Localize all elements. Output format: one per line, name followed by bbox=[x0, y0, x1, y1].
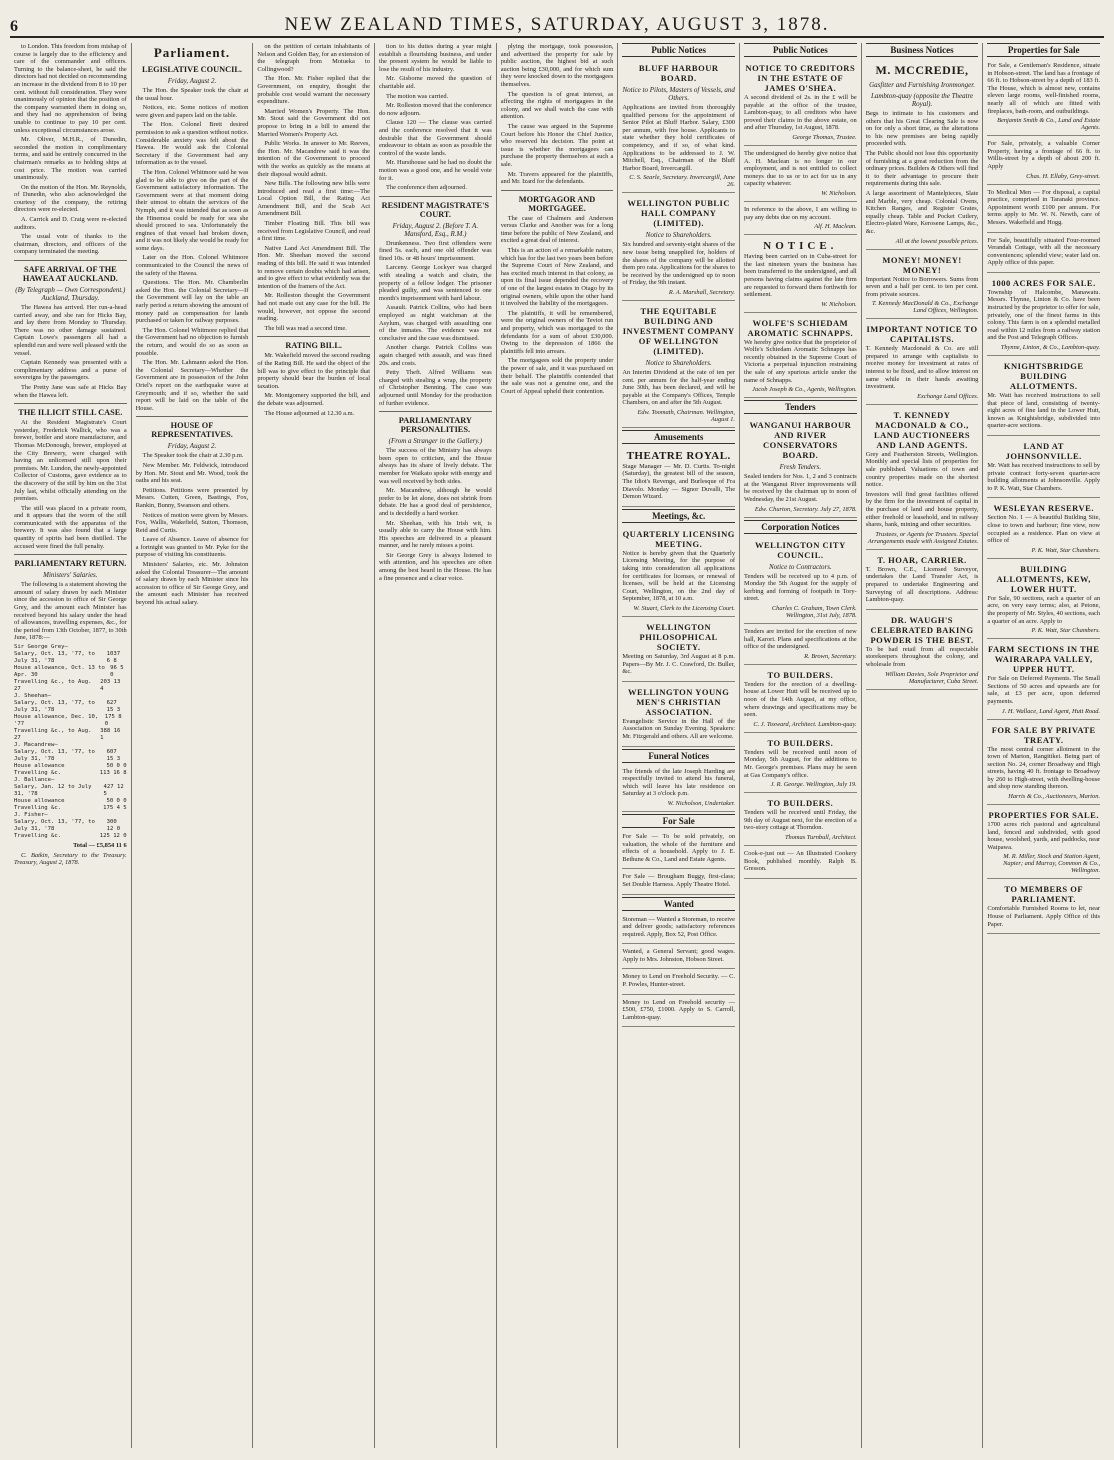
article-para: The case of Chalmers and Anderson versus Clarke and Another was for a long time before the public of New Zealand, and excited a great deal of interest. bbox=[500, 214, 614, 245]
advertisement bbox=[987, 235, 1100, 273]
headline-mortgagor: MORTGAGOR AND MORTGAGEE. bbox=[518, 194, 596, 213]
salary-row: Travelling &c., to Aug. 27 203 13 4 bbox=[14, 679, 121, 692]
ad-body: The Public should not lose this opportunity of furnishing at a great reduction from the ordinary prices. Builders & Others will find it to their advantage to procure their requirements during this sale. bbox=[865, 149, 979, 188]
ad-body: T. Kennedy Macdonald & Co. are still prepared to arrange with capitalists to receive money for investment at rates of interest to be fixed, and to allow interest on same while in their hands awaiting investment. bbox=[865, 345, 979, 391]
article-para: Ministers' Salaries, etc. Mr. Johnston asked the Colonial Treasurer—The amount of salary drawn by each Minister since his accession to office of Sir George Grey, and the amount each Minister has received beyond his actual salary. bbox=[135, 561, 249, 607]
subhead-salaries: Ministers' Salaries. bbox=[43, 571, 98, 580]
ad-signature: M. R. Miller, Stock and Station Agent, Napier; and Murray, Common & Co., Wellington. bbox=[1003, 853, 1101, 875]
ad-signature: W. Stuart, Clerk to the Licensing Court. bbox=[633, 605, 736, 612]
ad-signature: Jacob Joseph & Co., Agents, Wellington. bbox=[752, 386, 857, 394]
article-para: Public Works. In answer to Mr. Reeves, the Hon. Mr. Macandrew said it was the intention of the Government to proceed with the works as quickly as the means at their disposal would admit. bbox=[257, 140, 371, 178]
subhead-lc-date: Friday, August 2. bbox=[167, 77, 217, 85]
article-para: Mr. Macandrew, although he would prefer to be let alone, does not shrink from debate. He has a good deal of persistence, and is decidedly a hard worker. bbox=[379, 487, 492, 517]
article-para: Petitions. Petitions were presented by Messrs. Cutten, Green, Bastings, Fox, Rankin, Bunny, Swanson and others. bbox=[135, 486, 249, 509]
ad-body: To be had retail from all respectable storekeepers throughout the colony, and wholesale from bbox=[865, 645, 979, 668]
column-8-ads bbox=[862, 43, 984, 1448]
ad-body: Tenders will be received until noon of Monday, 5th August, for the additions to Mr. George's premises. Plans may be seen at Gas Company's office. bbox=[744, 748, 857, 779]
advertisement bbox=[622, 914, 735, 945]
salary-row: J. Sheehan— bbox=[14, 693, 52, 699]
section-header: Properties for Sale bbox=[987, 43, 1100, 57]
headline-hawea: SAFE ARRIVAL OF THE HAWEA AT AUCKLAND. bbox=[22, 265, 118, 284]
ad-title: BLUFF HARBOUR BOARD. bbox=[638, 63, 719, 83]
ad-subtitle: Fresh Tenders. bbox=[779, 463, 822, 472]
headline-house-of-representatives: HOUSE OF REPRESENTATIVES. bbox=[151, 421, 233, 440]
article-para: The Hon. Mr. Lahmann asked the Hon. the Colonial Secretary—Whether the Government are in possession of the John Oriel's report on the earthquake wave at Greymouth; and if so, whether the said report will be laid on the table of the House. bbox=[135, 359, 249, 412]
ad-title: TO BUILDERS. bbox=[767, 798, 834, 809]
article-para: The success of the Ministry has always been open to criticism, and the House always has its share of lively debate. The member for Waikato spoke with energy and was well received by both sides. bbox=[379, 447, 492, 485]
salary-row: J. Ballance— bbox=[14, 777, 55, 783]
article-para: Sir George Grey is always listened to with attention, and his speeches are often among the best heard in the House. He has a fine presence and a clear voice. bbox=[379, 551, 492, 582]
article-para: The Hawea has arrived. Her run-a-head carried away, and she ran for Hicks Bay, and lay there from Monday to Thursday. There was no other damage sustained. Captain Lowe's passengers all had a splendid run and were well pleased with the vessel. bbox=[14, 304, 127, 357]
ad-signature: T. Kennedy MacDonald & Co., Exchange Land Offices, Wellington. bbox=[872, 300, 979, 315]
article-para: Drunkenness. Two first offenders were fined 5s. each, and one old offender was fined 10s. or 48 hours' imprisonment. bbox=[379, 239, 492, 262]
article-para: Notices, etc. Some notices of motion were given and papers laid on the table. bbox=[135, 104, 249, 119]
ad-signature: Thynne, Linton, & Co., Lambton-quay. bbox=[1000, 344, 1101, 352]
section-header: Wanted bbox=[622, 897, 735, 911]
ad-subtitle: Gasfitter and Furnishing Ironmonger. bbox=[869, 81, 975, 89]
ad-signature: W. Nicholson, Undertaker. bbox=[667, 799, 736, 807]
ad-title: WELLINGTON CITY COUNCIL. bbox=[755, 539, 846, 560]
article-para: Married Women's Property. The Hon. Mr. Stout said the Government did not propose to bring in a bill to amend the Married Women's Property Act. bbox=[257, 107, 371, 138]
ad-body: Notice is hereby given that the Quarterly Licensing Meeting, for the purpose of taking into consideration all applications for certificates for licenses, or renewal of licenses, will be held at the Licensing Court, Wellington, on the 2nd day of September, 1878, at 10 a.m. bbox=[622, 549, 736, 603]
article-para: Native Land Act Amendment Bill. The Hon. Mr. Sheehan moved the second reading of this bill. He said it was intended to remove certain doubts which had arisen, and to give effect to what evidently was the intention of the framers of the Act. bbox=[257, 244, 371, 290]
ad-signature: W. Nicholson. bbox=[821, 189, 857, 197]
ad-subtitle: Notice to Shareholders. bbox=[645, 231, 712, 240]
section-header: Amusements bbox=[622, 430, 735, 444]
article-para: The Speaker took the chair at 2.30 p.m. bbox=[142, 452, 244, 460]
advertisement bbox=[744, 848, 857, 879]
article-para: At the Resident Magistrate's Court yesterday, Frederick Wallick, who was a brewer, bottler and store manufacturer, and Thomas McDonough, brewer, employed at the City Brewery, were charged with having an unlicensed still upon their premises. Mr. Lundon, the newly-appointed Collector of Customs, gave evidence as to the discovery of the still by him on the 31st July last, whilst officially attending on the premises. bbox=[14, 419, 127, 503]
ad-title: FARM SECTIONS IN THE WAIRARAPA VALLEY, UPPER HUTT. bbox=[987, 644, 1100, 675]
ad-body: Applications are invited from thoroughly qualified persons for the appointment of Senior Pilot at Bluff Harbor. Salary, £300 per annum, with free house. Applicants to state whether they hold certificates of competency, and if so, of what kind. Applications to be addressed to J. W. Mitchell, Esq., Chairman of the Bluff Harbor Board, Invercargill. bbox=[622, 104, 736, 172]
ad-signature: Exchange Land Offices. bbox=[917, 392, 979, 400]
ad-title: THEATRE ROYAL. bbox=[626, 449, 731, 462]
ad-body: For Sale on Deferred Payments. The Small Sections of 50 acres and upwards are for sale, at £3 per acre, upon deferred payments. bbox=[987, 675, 1101, 705]
ad-title: TO MEMBERS OF PARLIAMENT. bbox=[1004, 884, 1084, 905]
article-para: Mr. Gisborne moved the question of charitable aid. bbox=[379, 75, 492, 90]
salary-row: J. Macandrew— bbox=[14, 742, 58, 748]
article-para: The House adjourned at 12.30 a.m. bbox=[264, 409, 355, 417]
ad-address: Lambton-quay (opposite the Theatre Royal). bbox=[870, 92, 974, 108]
article-para: Petty Theft. Alfred Williams was charged with stealing a wrap, the property of Christopher Benning. The case was adjourned until Monday for the production of further evidence. bbox=[379, 369, 492, 407]
salary-table bbox=[14, 644, 127, 840]
ad-signature: P. K. Watt, Star Chambers. bbox=[1031, 627, 1101, 635]
ad-title: NOTICE. bbox=[763, 240, 838, 253]
ad-body: Mr. Watt has received instructions to sell by private contract forty-seven quarter-acre building allotments at Johnsonville. Apply to P. K. Watt, Star Chambers. bbox=[987, 462, 1101, 492]
advertisement bbox=[744, 60, 857, 146]
column-7-ads bbox=[740, 43, 862, 1448]
advertisement bbox=[987, 358, 1100, 436]
ad-title: FOR SALE BY PRIVATE TREATY. bbox=[991, 724, 1096, 745]
article-para: The question is of great interest, as affecting the rights of mortgagees in the colony, and we shall watch the case with attention. bbox=[500, 90, 614, 121]
salary-row: Salary, Oct. 13, '77, to July 31, '78 607 15 3 bbox=[14, 749, 121, 762]
salary-row: Sir George Grey— bbox=[14, 644, 68, 650]
masthead bbox=[10, 8, 1104, 38]
ad-body: For Sale, a Gentleman's Residence, situate in Hobson-street. The land has a frontage of 66 ft. to Hobson-street by a depth of 183 ft. The House, which is almost new, contains eleven large rooms, well-finished rooms, nearly all of which are fitted with fireplaces, bath-room, and outbuildings. bbox=[987, 62, 1101, 115]
section-header: Corporation Notices bbox=[744, 520, 857, 534]
page-number: 6 bbox=[10, 18, 18, 35]
advertisement bbox=[744, 204, 857, 235]
article-para: Captain Kennedy was presented with a complimentary address and a purse of sovereigns by the passengers. bbox=[14, 359, 127, 382]
ad-body: Tenders will be received up to 4 p.m. of Monday the 5th August for the supply of kerbing and forming of footpath in Tory-street. bbox=[744, 572, 857, 603]
ad-signature: R. A. Marshall, Secretary. bbox=[668, 288, 736, 296]
advertisement bbox=[622, 971, 735, 994]
ad-body: Investors will find great facilities offered by the firm for the investment of capital in the purchase of land and house property, either freehold or leasehold, and in railway shares, bank, mining and other securities. bbox=[865, 490, 979, 529]
advertisement bbox=[744, 667, 857, 733]
headline-parliamentary-personalities: PARLIAMENTARY PERSONALITIES. bbox=[398, 416, 472, 435]
advertisement bbox=[987, 881, 1100, 934]
article-para: tion to his duties during a year might establish a flourishing business, and under the present system he would be liable to lose the result of his industry. bbox=[379, 43, 492, 73]
salary-row: Salary, Oct. 13, '77, to July 31, '78 627 15 3 bbox=[14, 700, 121, 713]
article-para: The cause was argued in the Supreme Court before his Honor the Chief Justice, who reserved his decision. The point at issue is whether the mortgagees can purchase the property themselves at such a sale. bbox=[500, 122, 614, 168]
advertisement bbox=[744, 237, 857, 313]
article-para: plying the mortgage, took possession, and advertised the property for sale by public auction, the highest bid at such auction being £30,000, and for which sum they were knocked down to the mortgagees themselves. bbox=[500, 43, 614, 88]
article-para: The Hon. Colonel Brett desired permission to ask a question without notice. Considerable anxiety was felt about the Hawea. He would ask the Colonial Secretary if the Government had any information as to the vessel. bbox=[135, 121, 249, 167]
ad-body: Grey and Featherston Streets, Wellington. Monthly and special lists of properties for sale published. Valuations of town and country properties made on the shortest notice. bbox=[865, 450, 979, 489]
article-para: New Bills. The following new bills were introduced and read a first time:—The Local Option Bill, the Rating Act Amendment Bill, and the Scab Act Amendment Bill. bbox=[257, 180, 371, 218]
article-para: The motion was carried. bbox=[386, 92, 449, 100]
article-para: Leave of Absence. Leave of absence for a fortnight was granted to Mr. Pyke for the purpose of visiting his constituents. bbox=[135, 536, 249, 559]
salary-row: Salary, Oct. 13, '77, to July 31, '78 300 12 0 bbox=[14, 819, 121, 832]
columns bbox=[10, 43, 1104, 1448]
article-para: The following is a statement showing the amount of salary drawn by each Minister since the accession to office of Sir George Grey, and the amount each Minister has received beyond his salary under the head of allowances, travelling expenses, &c., for the period from 13th October, 1877, to 30th June, 1878:— bbox=[14, 581, 127, 642]
ad-body: Sealed tenders for Nos. 1, 2 and 3 contracts at the Wanganui River improvements will be received by the chairman up to noon of Wednesday, the 21st August. bbox=[744, 473, 857, 504]
ad-signature: Alf. H. Maclean. bbox=[814, 223, 857, 231]
ad-body: The undersigned do hereby give notice that A. H. Maclean is no longer in our employment, and is not entitled to collect moneys due to us or to act for us in any capacity whatever. bbox=[744, 149, 857, 188]
article-para: Mr. Oliver, M.H.R., of Dunedin, seconded the motion in complimentary terms, and said he entirely concurred in the chairman's remarks as to holding ships at cost price. The motion was carried unanimously. bbox=[14, 136, 127, 182]
headline-rating-bill: RATING BILL. bbox=[285, 341, 342, 351]
advertisement bbox=[866, 612, 979, 690]
ad-signature: Thomas Turnbull, Architect. bbox=[784, 833, 857, 841]
article-para: Mr. Sheehan, with his Irish wit, is usually able to carry the House with him. His speeches are delivered in a pleasant manner, and he rarely misses a point. bbox=[379, 519, 492, 550]
article-para: A. Carrick and D. Craig were re-elected auditors. bbox=[14, 216, 127, 231]
advertisement bbox=[987, 275, 1100, 356]
headline-legislative-council: LEGISLATIVE COUNCIL. bbox=[142, 65, 242, 74]
ad-signature: Edw. Toomath, Chairman. Wellington, August 1. bbox=[637, 408, 736, 423]
advertisement bbox=[622, 871, 735, 894]
advertisement bbox=[622, 447, 735, 507]
subhead-rm-date: Friday, August 2. (Before T. A. Mansford, Esq., R.M.) bbox=[392, 221, 479, 238]
ad-signature: P. K. Watt, Star Chambers. bbox=[1031, 546, 1101, 554]
ad-body: Having been carried on in Cuba-street for the last nineteen years the business has been transferred to the undersigned, and all persons having claims against the late firm are requested to forward them forthwith for settlement. bbox=[744, 253, 857, 299]
ad-title: 1000 ACRES FOR SALE. bbox=[991, 277, 1096, 288]
headline-illicit-still: THE ILLICIT STILL CASE. bbox=[18, 408, 123, 418]
article-para: Questions. The Hon. Mr. Chamberlin asked the Hon. the Colonial Secretary—If the Government will lay on the table an early period a return showing the amount of money paid as compensation for lands purchased or taken for railway purposes. bbox=[135, 279, 249, 325]
ad-body: Section No. 1 — A beautiful Building Site, close to town and harbour; fine view, now occupied as a residence. Plan on view at office of bbox=[987, 514, 1101, 545]
advertisement bbox=[622, 766, 735, 812]
ad-body: We hereby give notice that the proprietor of Wolfe's Schiedam Aromatic Schnapps has recently obtained in the Supreme Court of Victoria a perpetual injunction restraining the sale of any spurious article under the name of Schnapps. bbox=[744, 338, 857, 384]
advertisement bbox=[744, 537, 857, 624]
ad-title: THE EQUITABLE BUILDING AND INVESTMENT COMPANY OF WELLINGTON (LIMITED). bbox=[622, 305, 735, 356]
section-header: For Sale bbox=[622, 814, 735, 828]
ad-signature: Harris & Co., Auctioneers, Marton. bbox=[1008, 793, 1101, 801]
article-para: The usual vote of thanks to the chairman, directors, and officers of the company terminated the meeting. bbox=[14, 233, 127, 256]
ad-body: Evangelistic Service in the Hall of the Association on Sunday Evening. Speakers: Mr. Fitzgerald and others. All are welcome. bbox=[622, 717, 736, 740]
article-para: Mr. Rolleston thought the Government had not made out any case for the bill. He would, however, not oppose the second reading. bbox=[257, 292, 371, 323]
article-para: Assault. Patrick Collins, who had been employed as night watchman at the Asylum, was charged with assaulting one of the inmates. The evidence was not conclusive and the case was dismissed. bbox=[379, 304, 492, 342]
ad-body: Meeting on Saturday, 3rd August at 8 p.m. Papers—By Mr. J. C. Crawford, Dr. Buller, &c. bbox=[622, 653, 736, 676]
advertisement bbox=[622, 619, 735, 682]
article-para: The Hon. Colonel Whitmore replied that the Government had no objection to furnish the return, and would do so as soon as possible. bbox=[135, 326, 249, 357]
column-1 bbox=[10, 43, 132, 1448]
advertisement bbox=[744, 148, 857, 202]
salary-row: Travelling &c. 113 16 8 bbox=[14, 770, 127, 776]
ad-title: WOLFE'S SCHIEDAM AROMATIC SCHNAPPS. bbox=[747, 317, 854, 338]
ad-title: WANGANUI HARBOUR AND RIVER CONSERVATORS BOARD. bbox=[749, 420, 852, 461]
subhead-hawea: (By Telegraph — Own Correspondent.) Auckland, Thursday. bbox=[15, 286, 126, 303]
salary-row: Salary, Jan. 12 to July 31, '78 427 12 5 bbox=[14, 784, 124, 797]
column-6-ads bbox=[618, 43, 740, 1448]
section-header: Tenders bbox=[744, 400, 857, 414]
ad-body: The friends of the late Joseph Harding are respectfully invited to attend his funeral, which will leave his late residence on Saturday at 3 o'clock p.m. bbox=[622, 767, 736, 798]
section-header: Meetings, &c. bbox=[622, 509, 735, 523]
ad-body: For Sale — To be sold privately, on valuation, the whole of the furniture and effects of a household. Apply to J. E. Bethune & Co., Land and Estate Agents. bbox=[622, 832, 736, 863]
ad-body: Township of Halcombe, Manawatu. Messrs. Thynne, Linton & Co. have been instructed by the proprietor to offer for sale, privately, one of the finest farms in this colony. This farm is on a splendid metalled road within 12 miles from a railway station and the Post and Telegraph Offices. bbox=[987, 288, 1101, 342]
ad-title: T. HOAR, CARRIER. bbox=[877, 554, 967, 565]
ad-body: The most central corner allotment in the town of Marton, Rangitikei. Being part of section No. 24, corner Broadway and High streets, having 40 ft. frontage to Broadway by 260 to High-street, with dwelling-house and shop now standing thereon. bbox=[987, 745, 1101, 791]
article-para: The still was placed in a private room, and it appears that the worm of the still communicated with the apparatus of the brewery. It was also found that a large quantity of spirits had been distilled. The accused were fined the full penalty. bbox=[14, 504, 127, 550]
ad-signature: Benjamin Smith & Co., Land and Estate Agents. bbox=[997, 117, 1101, 132]
ad-signature: All at the lowest possible prices. bbox=[895, 237, 979, 245]
salary-row: Travelling &c., to Aug. 27 388 16 1 bbox=[14, 728, 121, 741]
subhead-pp: (From a Stranger in the Gallery.) bbox=[388, 437, 483, 446]
ad-title: BUILDING ALLOTMENTS, KEW, LOWER HUTT. bbox=[996, 563, 1091, 594]
subhead-hr-date: Friday, August 2. bbox=[167, 442, 217, 451]
headline-parliament: Parliament. bbox=[153, 45, 231, 60]
ad-subtitle: Notice to Contractors. bbox=[768, 562, 832, 571]
ad-body: Tenders are invited for the erection of new hall, Karori. Plans and specifications at the office of the undersigned. bbox=[744, 628, 857, 651]
ad-title: WELLINGTON PHILOSOPHICAL SOCIETY. bbox=[639, 622, 718, 652]
ad-body: To Medical Men — For disposal, a capital practice, comprised in Taranaki province. Appointment worth £100 per annum. For terms apply to Mr. W. N. Newth, care of Messrs. Wakefield and Hogg. bbox=[987, 188, 1101, 226]
ad-title: WELLINGTON YOUNG MEN'S CHRISTIAN ASSOCIATION. bbox=[628, 686, 730, 717]
advertisement bbox=[622, 946, 735, 969]
article-para: Clause 120 — The clause was carried and the conference resolved that it was desirable that the Government should endeavour to obtain as soon as possible the control of the waste lands. bbox=[379, 119, 492, 157]
article-para: The bill was read a second time. bbox=[264, 324, 347, 332]
advertisement bbox=[987, 138, 1100, 184]
headline-parliamentary-return: PARLIAMENTARY RETURN. bbox=[14, 559, 127, 569]
headline-rm-court: RESIDENT MAGISTRATE'S COURT. bbox=[381, 200, 490, 219]
ad-body: In reference to the above, I am willing to pay any debts due on my account. bbox=[744, 205, 857, 221]
article-para: Mr. Hursthouse said he had no doubt the motion was a good one, and he would vote for it. bbox=[379, 159, 492, 182]
salary-row: Travelling &c. 125 12 0 bbox=[14, 833, 127, 839]
ad-signature: William Davies, Sole Proprietor and Manufacturer, Cuba Street. bbox=[885, 670, 979, 685]
advertisement bbox=[866, 252, 979, 320]
article-para: This is an action of a remarkable nature, which has for the last two years been before the Supreme Court of New Zealand, and has excited much interest in that colony, as upon its final issue depended the recovery of one of the largest estates in Otago by its original owners, while upon the other hand it involved the liability of the mortgagees. bbox=[500, 247, 614, 308]
ad-signature: R. Brown, Secretary. bbox=[804, 652, 857, 660]
article-para: Notices of motion were given by Messrs. Fox, Wallis, Wakefield, Sutton, Thomson, Reid and Curtis. bbox=[135, 511, 249, 534]
ad-body: Cook-e-just out — An Illustrated Cookery Book, published monthly. Ralph B. Gresson. bbox=[744, 849, 857, 873]
advertisement bbox=[744, 626, 857, 665]
salary-row: J. Fisher— bbox=[14, 812, 48, 818]
column-2 bbox=[132, 43, 254, 1448]
ad-body: Storeman — Wanted a Storeman, to receive and deliver goods; satisfactory references required. Apply, Box 52, Post Office. bbox=[622, 915, 736, 938]
article-para: Later on the Hon. Colonel Whitmore communicated to the Council the news of the safety of the Hawea. bbox=[135, 254, 249, 277]
advertisement bbox=[987, 722, 1100, 806]
ad-title: T. KENNEDY MACDONALD & CO., LAND AUCTIONEERS AND LAND AGENTS. bbox=[873, 409, 971, 450]
ad-title: PROPERTIES FOR SALE. bbox=[988, 810, 1099, 821]
ad-body: Important Notice to Borrowers. Sums from seven and a half per cent. to ten per cent. from private sources. bbox=[865, 275, 979, 298]
ad-signature: W. Nicholson. bbox=[821, 300, 857, 308]
ad-body: Wanted, a General Servant; good wages. Apply to Mrs. Johnston, Hobson Street. bbox=[622, 948, 736, 963]
advertisement bbox=[987, 187, 1100, 233]
ad-title: IMPORTANT NOTICE TO CAPITALISTS. bbox=[866, 324, 978, 345]
ad-title: TO BUILDERS. bbox=[767, 737, 834, 748]
article-para: Mr. Montgomery supported the bill, and the debate was adjourned. bbox=[257, 392, 371, 407]
ad-body: Mr. Watt has received instructions to sell that piece of land, consisting of twenty-eight acres of fine land in the Lower Hutt, known as Knightsbridge, subdivided into quarter-acre sections. bbox=[987, 392, 1101, 430]
advertisement bbox=[866, 407, 979, 550]
ad-body: An Interim Dividend at the rate of ten per cent. per annum for the half-year ending June 30th, has been declared, and will be payable at the Company's Offices, Temple Chambers, on and after the 5th August. bbox=[622, 368, 736, 407]
ad-signature: C. J. Toxward, Architect. Lambton-quay. bbox=[753, 720, 857, 728]
article-para: The mortgagees sold the property under the power of sale, and it was purchased on their behalf. The plaintiffs contended that the sale was not a genuine one, and the Court of Appeal upheld their contention. bbox=[500, 357, 614, 395]
ad-body: For Sale, beautifully situated Four-roomed Verandah Cottage, with all the necessary conveniences; splendid view; water laid on. Apply office of this paper. bbox=[987, 236, 1101, 267]
salary-total: Total — £5,854 11 6 bbox=[73, 842, 127, 849]
ad-body: A second dividend of 2s. in the £ will be payable at the office of the trustee, Lambton-quay, to all creditors who have proved their claims in the above estate, on and after Thursday, 1st August, 1878. bbox=[744, 94, 857, 132]
newspaper-title: NEW ZEALAND TIMES, SATURDAY, AUGUST 3, 1878. bbox=[284, 14, 830, 35]
advertisement bbox=[622, 831, 735, 869]
salary-row: House allowance, Oct. 13 to Apr. 30 96 5 0 bbox=[14, 665, 124, 678]
ad-signature: Chas. H. Ellaby, Grey-street. bbox=[1026, 172, 1101, 180]
column-9-ads bbox=[983, 43, 1104, 1448]
article-para: Mr. Wakefield moved the second reading of the Rating Bill. He said the object of the bill was to give effect to the principle that property should bear the burden of local taxation. bbox=[257, 352, 371, 390]
ad-signature: C. S. Searle, Secretary. Invercargill, June 26. bbox=[629, 174, 736, 189]
ad-title: LAND AT JOHNSONVILLE. bbox=[1005, 441, 1082, 461]
advertisement bbox=[744, 735, 857, 793]
ad-title: M. MCCREDIE, bbox=[875, 63, 969, 77]
article-para: The Pretty Jane was safe at Hicks Bay when the Hawea left. bbox=[14, 383, 127, 399]
advertisement bbox=[622, 60, 735, 193]
advertisement bbox=[987, 60, 1100, 136]
salary-row: House allowance 50 0 0 bbox=[14, 798, 127, 804]
section-header: Funeral Notices bbox=[622, 749, 735, 763]
ad-body: Tenders will be received until Friday, the 9th day of August next, for the erection of a two-story cottage at Thorndon. bbox=[744, 809, 857, 832]
advertisement bbox=[987, 807, 1100, 879]
advertisement bbox=[744, 795, 857, 846]
column-5 bbox=[497, 43, 619, 1448]
ad-signature: Charles C. Graham, Town Clerk. Wellington, 31st July, 1878. bbox=[771, 605, 857, 619]
ad-body: Money to Lend on Freehold security — £500, £750, £1000. Apply to S. Carroll, Lambton-quay. bbox=[622, 998, 736, 1021]
ad-title: WESLEYAN RESERVE. bbox=[993, 503, 1094, 514]
section-header: Business Notices bbox=[866, 43, 979, 57]
ad-title: DR. WAUGH'S CELEBRATED BAKING POWDER IS THE BEST. bbox=[870, 614, 974, 645]
advertisement bbox=[622, 303, 735, 428]
ad-subtitle: Notice to Pilots, Masters of Vessels, and Others. bbox=[622, 86, 735, 102]
article-para: Timber Floating Bill. This bill was received from Legislative Council, and read a first time. bbox=[257, 220, 371, 243]
advertisement bbox=[622, 195, 735, 301]
ad-body: Tenders for the erection of a dwelling-house at Lower Hutt will be received up to noon of the 14th August, at my office, where drawings and specifications may be seen. bbox=[744, 680, 857, 719]
ad-title: QUARTERLY LICENSING MEETING. bbox=[622, 528, 735, 549]
advertisement bbox=[866, 552, 979, 610]
ad-signature: Trustees, or Agents for Trustees. Special Arrangements made with Assigned Estates. bbox=[867, 530, 979, 545]
salary-row: House allowance, Dec. 10, '77 175 8 0 bbox=[14, 714, 122, 727]
ad-body: Comfortable Furnished Rooms to let, near House of Parliament. Apply Office of this Paper. bbox=[987, 905, 1101, 928]
ad-body: T. Brown, C.E., Licensed Surveyor, undertakes the Land Transfer Act, is prepared to undertake Engineering and Surveying of all descriptions. Address: Lambton-quay. bbox=[865, 565, 979, 604]
article-para: to London. This freedom from mishap of course is largely due to the efficiency and care of the commander and officers. Turning to the balance-sheet, he said the directors had not decided on recommending an increase in the dividend from 8 to 10 per cent. without full consideration. They were unanimously of opinion that the position of the company warranted them in doing so, and they had no apprehension of being unable to continue to pay 10 per cent. unless exceptional circumstances arose. bbox=[14, 43, 127, 134]
article-para: The Hon. the Speaker took the chair at the usual hour. bbox=[135, 87, 249, 102]
ad-body: For Sale, privately, a valuable Corner Property, having a frontage of 66 ft. to Willis-street by a depth of about 200 ft. Apply bbox=[987, 140, 1101, 170]
article-para: on the petition of certain inhabitants of Nelson and Golden Bay, for an extension of the telegraph from Motueka to Collingwood? bbox=[257, 43, 371, 73]
ad-signature: J. R. George. Wellington, July 19. bbox=[770, 781, 857, 789]
article-para: Mr. Rolleston moved that the conference do now adjourn. bbox=[379, 102, 492, 117]
ad-body: Stage Manager — Mr. D. Curtis. To-night (Saturday), the greatest bill of the season, The Idiot's Revenge, and Burlesque of Fra Diavolo. Monday — Signor Duvalli, The Demon Wizard. bbox=[622, 462, 736, 501]
section-header: Public Notices bbox=[744, 43, 857, 57]
article-para: The Hon. Colonel Whitmore said he was glad to be able to give on the part of the Government satisfactory information. The Government were at that moment doing their utmost to obtain the services of the Nymph, and it was intended that as soon as the Hinemoa could be ready for sea she should proceed to sea. Unfortunately the engines of that vessel had broken down, and it was not likely she would be ready for some days. bbox=[135, 168, 249, 252]
advertisement bbox=[987, 500, 1100, 558]
ad-signature: George Thomas, Trustee. bbox=[792, 133, 857, 141]
ad-title: MONEY! MONEY! MONEY! bbox=[882, 254, 962, 275]
article-para: The Hon. Mr. Fisher replied that the Government, on enquiry, thought the probable cost would warrant the necessary expenditure. bbox=[257, 75, 371, 106]
advertisement bbox=[987, 641, 1100, 719]
ad-signature: Edw. Churton, Secretary. July 27, 1878. bbox=[754, 505, 857, 513]
article-para: Mr. Travers appeared for the plaintiffs, and Mr. Izard for the defendants. bbox=[500, 170, 614, 186]
advertisement bbox=[866, 60, 979, 250]
advertisement bbox=[866, 321, 979, 405]
ad-title: TO BUILDERS. bbox=[767, 669, 834, 680]
column-4 bbox=[375, 43, 497, 1448]
ad-body: Begs to intimate to his customers and others that his Great Clearing Sale is now on for only a short time, as the alterations to his new premises are being rapidly proceeded with. bbox=[865, 110, 979, 148]
article-para: The conference then adjourned. bbox=[386, 184, 467, 192]
salary-row: Salary, Oct. 13, '77, to July 31, '78 1037 6 8 bbox=[14, 651, 121, 664]
salary-signature: C. Batkin, Secretary to the Treasury. Treasury, August 2, 1878. bbox=[14, 851, 127, 867]
ad-title: NOTICE TO CREDITORS IN THE ESTATE OF JAMES O'SHEA. bbox=[745, 63, 856, 93]
salary-row: House allowance 50 0 0 bbox=[14, 763, 127, 769]
advertisement bbox=[987, 438, 1100, 498]
article-para: New Member. Mr. Feldwick, introduced by Hon. Mr. Stout and Mr. Wood, took the oaths and his seat. bbox=[135, 461, 249, 485]
advertisement bbox=[987, 561, 1100, 639]
advertisement bbox=[744, 417, 857, 517]
ad-title: KNIGHTSBRIDGE BUILDING ALLOTMENTS. bbox=[1003, 361, 1084, 392]
ad-body: For Sale — Brougham Buggy, first-class; Set Double Harness. Apply Theatre Hotel. bbox=[622, 873, 736, 888]
article-para: On the motion of the Hon. Mr. Reynolds, of Dunedin, who also acknowledged the courtesy of the company, the retiring directors were re-elected. bbox=[14, 183, 127, 214]
column-3 bbox=[253, 43, 375, 1448]
advertisement bbox=[744, 315, 857, 399]
ad-body: Six hundred and seventy-eight shares of the new issue being unapplied for, holders of the shares of the company will be allotted them pro rata. Applications for the shares to be received by the undersigned up to noon of Friday, the 9th instant. bbox=[622, 241, 736, 287]
ad-title: WELLINGTON PUBLIC HALL COMPANY (LIMITED). bbox=[627, 198, 730, 229]
ad-subtitle: Notice to Shareholders. bbox=[645, 358, 712, 367]
salary-row: Travelling &c. 175 4 5 bbox=[14, 805, 127, 811]
ad-body: Money to Lend on Freehold Security. — C. P. Powles, Hunter-street. bbox=[622, 973, 736, 989]
ad-body: For Sale, 90 sections, each a quarter of an acre, on very easy terms; also, at Petone, the property of Mr. Styles, 40 sections, each a quarter of an acre. Apply to bbox=[987, 594, 1101, 625]
ad-signature: J. H. Wallace, Land Agent, Hutt Road. bbox=[1001, 707, 1101, 715]
advertisement bbox=[622, 684, 735, 747]
article-para: Another charge. Patrick Collins was again charged with assault, and was fined 20s. and costs. bbox=[379, 344, 492, 367]
section-header: Public Notices bbox=[622, 43, 735, 57]
ad-body: A large assortment of Mantelpieces, Slate and Marble, very cheap. Colonial Ovens, Kitchen Ranges, and Register Grates, equally cheap. Table and Pocket Cutlery, Electro-plated Ware, Kerosene Lamps, &c., &c. bbox=[865, 189, 979, 235]
article-para: Larceny. George Lockyer was charged with stealing a watch and chain, the property of a fellow lodger. The prisoner pleaded guilty, and was sentenced to one month's imprisonment with hard labour. bbox=[379, 264, 492, 302]
advertisement bbox=[622, 526, 735, 617]
advertisement bbox=[622, 997, 735, 1028]
article-para: The plaintiffs, it will be remembered, were the original owners of the Teviot run and property, which was mortgaged to the defendants for a sum of about £30,000. Owing to the depression of 1866 the plaintiffs fell into arrears. bbox=[500, 309, 614, 355]
ad-body: 1700 acres rich pastoral and agricultural land, fenced and subdivided, with good house, woolshed, yards, and paddocks, near Waipawa. bbox=[987, 821, 1101, 851]
